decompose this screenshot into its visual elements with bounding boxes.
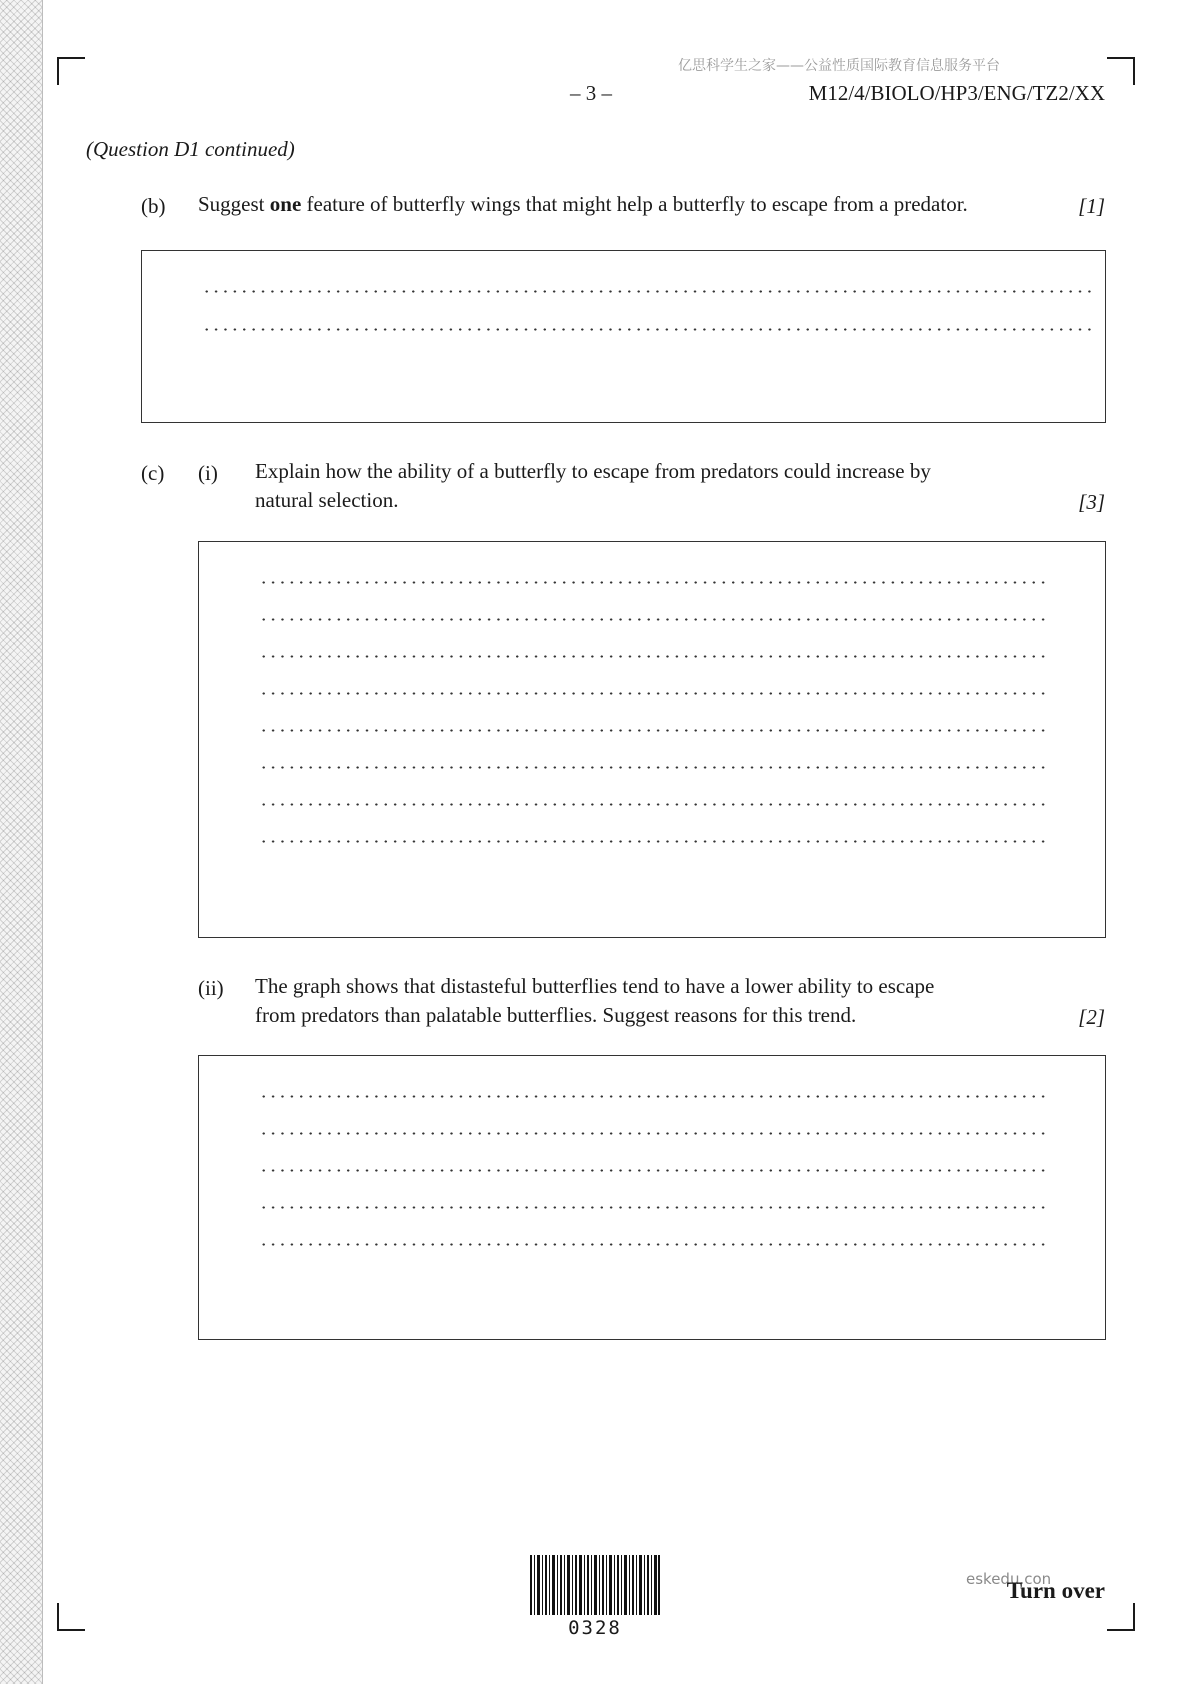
- crop-mark-bottom-right: [1107, 1603, 1135, 1631]
- answer-line: [259, 581, 1049, 584]
- answer-line: [259, 729, 1049, 732]
- part-c-i-question-line1: Explain how the ability of a butterfly to escape from predators could increase by: [255, 459, 931, 483]
- part-c-ii-question-line2: from predators than palatable butterflies. Suggest reasons for this trend.: [255, 1003, 857, 1027]
- answer-line: [259, 840, 1049, 843]
- answer-line: [259, 803, 1049, 806]
- answer-line: [202, 290, 1092, 293]
- footer-watermark: eskedu.con: [966, 1570, 1052, 1588]
- paper-code: M12/4/BIOLO/HP3/ENG/TZ2/XX: [808, 81, 1105, 105]
- answer-box-c-i[interactable]: [198, 541, 1106, 938]
- answer-line: [259, 1206, 1049, 1209]
- answer-box-b[interactable]: [141, 250, 1106, 423]
- part-c-ii-marks: [2]: [1078, 1005, 1105, 1029]
- answer-line: [259, 692, 1049, 695]
- barcode-icon: [530, 1555, 660, 1615]
- part-c-ii-label: (ii): [198, 976, 224, 1000]
- answer-line: [202, 328, 1092, 331]
- crop-mark-top-right: [1107, 57, 1135, 85]
- part-b-question: [198, 190, 968, 219]
- barcode-number: 0328: [568, 1617, 622, 1639]
- crop-mark-bottom-left: [57, 1603, 85, 1631]
- crop-mark-top-left: [57, 57, 85, 85]
- part-b-text-start: Suggest: [198, 192, 270, 216]
- page-number: – 3 –: [570, 81, 612, 105]
- part-c-i-label: (i): [198, 461, 218, 485]
- part-b-text-end: feature of butterfly wings that might help a butterfly to escape from a predator.: [301, 192, 968, 216]
- part-c-ii-question-line1: The graph shows that distasteful butterflies tend to have a lower ability to escape: [255, 974, 935, 998]
- answer-line: [259, 1169, 1049, 1172]
- answer-line: [259, 1132, 1049, 1135]
- turn-over-label: Turn over: [1006, 1578, 1105, 1603]
- answer-line: [259, 1095, 1049, 1098]
- part-c-i-question-line2: natural selection.: [255, 488, 399, 512]
- header-watermark: 亿思科学生之家——公益性质国际教育信息服务平台: [678, 58, 1000, 74]
- answer-line: [259, 1243, 1049, 1246]
- part-c-label: (c): [141, 461, 165, 485]
- part-c-i-marks: [3]: [1078, 490, 1105, 514]
- binding-margin: [0, 0, 43, 1684]
- answer-line: [259, 766, 1049, 769]
- part-b-label: (b): [141, 194, 166, 218]
- answer-line: [259, 618, 1049, 621]
- answer-box-c-ii[interactable]: [198, 1055, 1106, 1340]
- answer-line: [259, 655, 1049, 658]
- question-continued-label: (Question D1 continued): [86, 137, 295, 161]
- part-b-marks: [1]: [1078, 194, 1105, 218]
- part-b-text-bold: one: [269, 192, 302, 216]
